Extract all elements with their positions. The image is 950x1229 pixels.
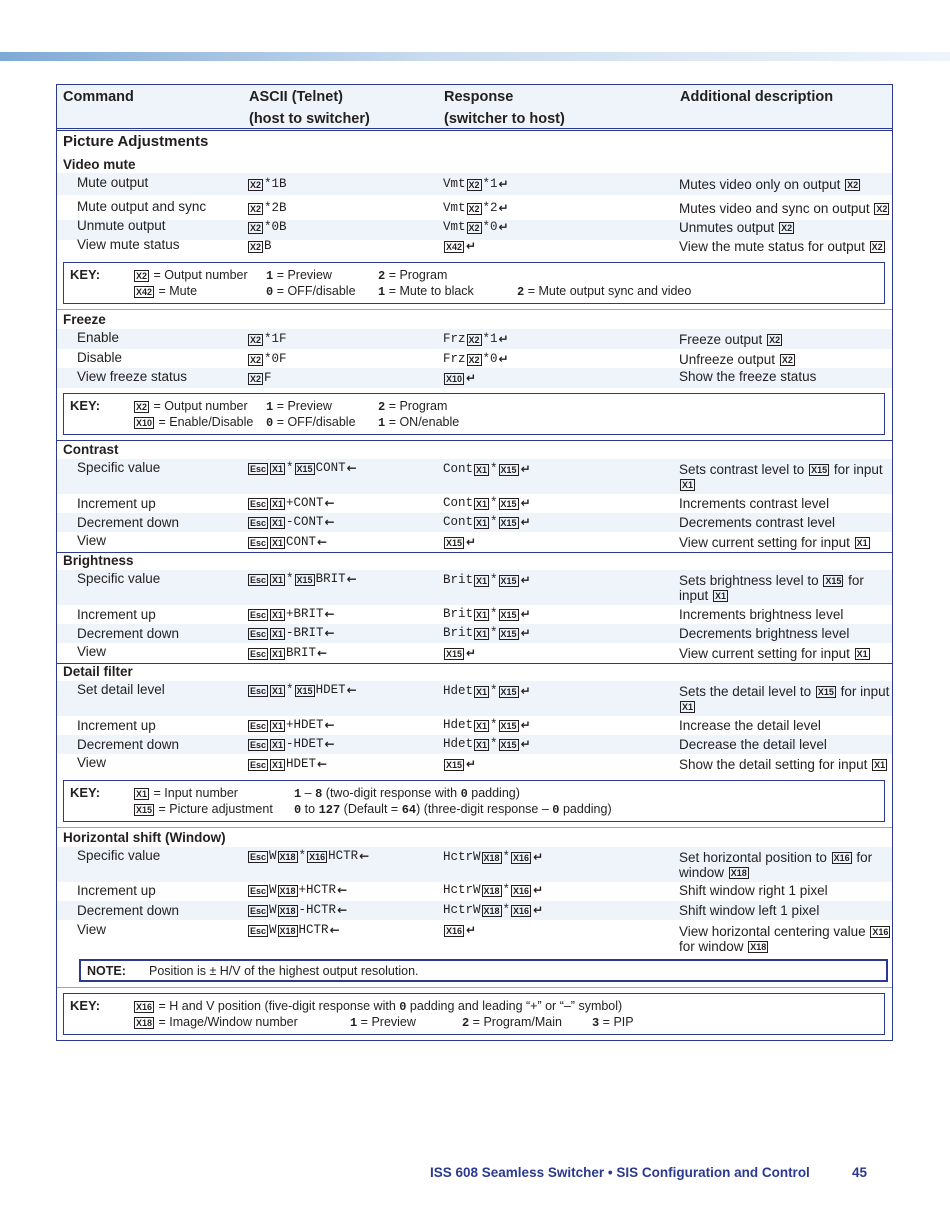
return-icon: ← xyxy=(346,461,357,475)
cmd-detail-set: Set detail level xyxy=(77,682,165,697)
return-icon: ↵ xyxy=(520,718,531,732)
resp-contrast-specific: Cont X1 * X15 ↵ xyxy=(443,462,531,476)
return-icon: ← xyxy=(324,515,335,529)
section-video-mute: Video mute xyxy=(63,157,136,172)
return-icon: ↵ xyxy=(498,177,509,191)
ascii-contrast-increment: Esc X1 +CONT ← xyxy=(250,496,335,510)
resp-hshift-specific: HctrW X18 * X16 ↵ xyxy=(443,850,544,864)
return-icon: ← xyxy=(317,646,328,660)
resp-unmute-output: Vmt X2 *0 ↵ xyxy=(443,220,509,234)
resp-brightness-decrement: Brit X1 * X15 ↵ xyxy=(443,626,531,640)
resp-view-mute: X42 ↵ xyxy=(446,239,477,253)
return-icon: ← xyxy=(337,883,348,897)
ascii-detail-set: Esc X1 * X15 HDET ← xyxy=(250,683,357,697)
divider xyxy=(57,663,892,664)
desc-contrast-view: View current setting for input X1 xyxy=(679,535,868,550)
note-box xyxy=(79,959,888,982)
section-horizontal-shift: Horizontal shift (Window) xyxy=(63,830,226,845)
return-icon: ↵ xyxy=(520,573,531,587)
desc-detail-decrement: Decrease the detail level xyxy=(679,737,827,752)
desc-detail-view: Show the detail setting for input X1 xyxy=(679,757,886,772)
return-icon: ↵ xyxy=(520,462,531,476)
desc-brightness-specific: Sets brightness level to X15 for input X1 xyxy=(679,573,864,603)
desc-detail-set: Sets the detail level to X15 for input X1 xyxy=(679,684,890,713)
cmd-contrast-specific: Specific value xyxy=(77,460,161,475)
ascii-view-mute: X2 B xyxy=(250,239,272,253)
desc-brightness-increment: Increments brightness level xyxy=(679,607,844,622)
desc-mute-output-sync: Mutes video and sync on output X2 xyxy=(679,201,888,216)
resp-contrast-increment: Cont X1 * X15 ↵ xyxy=(443,496,531,510)
resp-freeze-disable: Frz X2 *0 ↵ xyxy=(443,352,509,366)
cmd-hshift-increment: Increment up xyxy=(77,883,156,898)
resp-contrast-view: X15 ↵ xyxy=(446,535,477,549)
cmd-freeze-enable: Enable xyxy=(77,330,120,345)
return-icon: ↵ xyxy=(498,352,509,366)
key-freeze: KEY: X2 = Output number 1 = Preview 2 = Program X10 = Enable/Disable 0 = OFF/disable 1 = ON/enable xyxy=(63,393,885,435)
desc-contrast-increment: Increments contrast level xyxy=(679,496,830,511)
resp-hshift-view: X16 ↵ xyxy=(446,923,477,937)
section-brightness: Brightness xyxy=(63,553,134,568)
page-number: 45 xyxy=(852,1165,868,1180)
return-icon: ← xyxy=(324,626,335,640)
return-icon: ← xyxy=(317,535,328,549)
return-icon: ↵ xyxy=(498,220,509,234)
return-icon: ← xyxy=(324,496,335,510)
resp-mute-output: Vmt X2 *1 ↵ xyxy=(443,177,509,191)
return-icon: ← xyxy=(329,923,340,937)
resp-mute-output-sync: Vmt X2 *2 ↵ xyxy=(443,201,509,215)
return-icon: ← xyxy=(346,572,357,586)
cmd-hshift-view: View xyxy=(77,922,107,937)
ascii-contrast-view: Esc X1 CONT ← xyxy=(250,535,328,549)
return-icon: ↵ xyxy=(466,239,477,253)
divider xyxy=(57,552,892,553)
key-horizontal-shift: KEY: X16 = H and V position (five-digit response with 0 padding and leading “+” or “–” symbol) X18 = Image/Window number 1 = Preview 2 = Program/Main 3 = PIP xyxy=(63,993,885,1035)
resp-brightness-view: X15 ↵ xyxy=(446,646,477,660)
header-description: Additional description xyxy=(680,89,834,105)
return-icon: ↵ xyxy=(533,903,544,917)
desc-brightness-decrement: Decrements brightness level xyxy=(679,626,850,641)
ascii-brightness-increment: Esc X1 +BRIT ← xyxy=(250,607,335,621)
ascii-contrast-decrement: Esc X1 -CONT ← xyxy=(250,515,335,529)
resp-freeze-view: X10 ↵ xyxy=(446,371,477,385)
cmd-contrast-view: View xyxy=(77,533,107,548)
return-icon: ↵ xyxy=(520,607,531,621)
desc-contrast-specific: Sets contrast level to X15 for input X1 xyxy=(679,462,883,491)
return-icon: ← xyxy=(324,607,335,621)
return-icon: ↵ xyxy=(520,684,531,698)
divider xyxy=(57,987,892,988)
ascii-freeze-view: X2 F xyxy=(250,371,272,385)
desc-view-mute: View the mute status for output X2 xyxy=(679,239,883,254)
section-detail-filter: Detail filter xyxy=(63,664,133,679)
divider xyxy=(57,309,892,310)
return-icon: ↵ xyxy=(466,535,477,549)
header-ascii: ASCII (Telnet) xyxy=(249,89,343,105)
cmd-detail-view: View xyxy=(77,755,107,770)
ascii-detail-view: Esc X1 HDET ← xyxy=(250,757,328,771)
cmd-detail-decrement: Decrement down xyxy=(77,737,180,752)
return-icon: ↵ xyxy=(533,883,544,897)
return-icon: ↵ xyxy=(498,332,509,346)
header-ascii-sub: (host to switcher) xyxy=(249,111,370,127)
return-icon: ↵ xyxy=(520,737,531,751)
resp-detail-view: X15 ↵ xyxy=(446,757,477,771)
ascii-brightness-specific: Esc X1 * X15 BRIT ← xyxy=(250,572,357,586)
divider xyxy=(57,827,892,828)
section-picture-adjustments: Picture Adjustments xyxy=(63,133,209,150)
desc-brightness-view: View current setting for input X1 xyxy=(679,646,868,661)
resp-hshift-decrement: HctrW X18 * X16 ↵ xyxy=(443,903,544,917)
key-detail-filter: KEY: X1 = Input number 1 – 8 (two-digit response with 0 padding) X15 = Picture adjustment 0 to 127 (Default = 64) (three-digit response – 0 padding) xyxy=(63,780,885,822)
return-icon: ← xyxy=(317,757,328,771)
return-icon: ↵ xyxy=(533,850,544,864)
ascii-brightness-view: Esc X1 BRIT ← xyxy=(250,646,328,660)
return-icon: ↵ xyxy=(466,923,477,937)
resp-freeze-enable: Frz X2 *1 ↵ xyxy=(443,332,509,346)
resp-detail-set: Hdet X1 * X15 ↵ xyxy=(443,684,531,698)
return-icon: ↵ xyxy=(520,515,531,529)
cmd-freeze-view: View freeze status xyxy=(77,369,188,384)
return-icon: ← xyxy=(337,903,348,917)
divider xyxy=(57,440,892,441)
cmd-freeze-disable: Disable xyxy=(77,350,123,365)
cmd-brightness-decrement: Decrement down xyxy=(77,626,180,641)
return-icon: ↵ xyxy=(466,371,477,385)
resp-detail-increment: Hdet X1 * X15 ↵ xyxy=(443,718,531,732)
note-label: NOTE: xyxy=(87,964,126,978)
return-icon: ← xyxy=(324,718,335,732)
return-icon: ↵ xyxy=(498,201,509,215)
cmd-brightness-increment: Increment up xyxy=(77,607,156,622)
header-command: Command xyxy=(63,89,134,105)
return-icon: ← xyxy=(359,849,370,863)
desc-contrast-decrement: Decrements contrast level xyxy=(679,515,836,530)
desc-detail-increment: Increase the detail level xyxy=(679,718,821,733)
ascii-hshift-view: Esc W X18 HCTR ← xyxy=(250,923,340,937)
ascii-detail-decrement: Esc X1 -HDET ← xyxy=(250,737,335,751)
cmd-view-mute: View mute status xyxy=(77,237,180,252)
cmd-hshift-specific: Specific value xyxy=(77,848,161,863)
desc-hshift-decrement: Shift window left 1 pixel xyxy=(679,903,820,918)
cmd-brightness-view: View xyxy=(77,644,107,659)
var-box: X2 xyxy=(250,179,262,190)
desc-hshift-specific: Set horizontal position to X16 for window X18 xyxy=(679,850,873,880)
desc-freeze-disable: Unfreeze output X2 xyxy=(679,352,793,367)
footer-title: ISS 608 Seamless Switcher • SIS Configuration and Control xyxy=(430,1165,810,1180)
table-header xyxy=(57,85,892,131)
section-contrast: Contrast xyxy=(63,442,119,457)
resp-detail-decrement: Hdet X1 * X15 ↵ xyxy=(443,737,531,751)
return-icon: ↵ xyxy=(466,646,477,660)
return-icon: ← xyxy=(346,683,357,697)
ascii-contrast-specific: Esc X1 * X15 CONT ← xyxy=(250,461,357,475)
ascii-hshift-increment: Esc W X18 +HCTR ← xyxy=(250,883,348,897)
ascii-mute-output: X2 *1B xyxy=(250,177,287,191)
header-response: Response xyxy=(444,89,514,105)
desc-freeze-enable: Freeze output X2 xyxy=(679,332,781,347)
cmd-detail-increment: Increment up xyxy=(77,718,156,733)
desc-hshift-increment: Shift window right 1 pixel xyxy=(679,883,828,898)
ascii-mute-output-sync: X2 *2B xyxy=(250,201,287,215)
cmd-mute-output: Mute output xyxy=(77,175,149,190)
command-table xyxy=(56,84,893,1041)
ascii-detail-increment: Esc X1 +HDET ← xyxy=(250,718,335,732)
header-response-sub: (switcher to host) xyxy=(444,111,565,127)
section-freeze: Freeze xyxy=(63,312,106,327)
desc-mute-output: Mutes video only on output X2 xyxy=(679,177,859,192)
cmd-hshift-decrement: Decrement down xyxy=(77,903,180,918)
return-icon: ↵ xyxy=(520,496,531,510)
return-icon: ← xyxy=(324,737,335,751)
return-icon: ↵ xyxy=(466,757,477,771)
desc-freeze-view: Show the freeze status xyxy=(679,369,817,384)
desc-hshift-view: View horizontal centering value X16 for window X18 xyxy=(679,924,889,954)
note-text: Position is ± H/V of the highest output resolution. xyxy=(149,964,419,978)
return-icon: ↵ xyxy=(520,626,531,640)
ascii-freeze-enable: X2 *1F xyxy=(250,332,287,346)
top-decorative-bar xyxy=(0,52,950,61)
key-video-mute: KEY: X2 = Output number 1 = Preview 2 = Program X42 = Mute 0 = OFF/disable 1 = Mute to black 2 = Mute output sync and video xyxy=(63,262,885,304)
desc-unmute-output: Unmutes output X2 xyxy=(679,220,793,235)
ascii-hshift-decrement: Esc W X18 -HCTR ← xyxy=(250,903,348,917)
resp-brightness-specific: Brit X1 * X15 ↵ xyxy=(443,573,531,587)
ascii-hshift-specific: Esc W X18 * X16 HCTR ← xyxy=(250,849,370,863)
cmd-mute-output-sync: Mute output and sync xyxy=(77,199,207,214)
ascii-brightness-decrement: Esc X1 -BRIT ← xyxy=(250,626,335,640)
cmd-contrast-increment: Increment up xyxy=(77,496,156,511)
cmd-brightness-specific: Specific value xyxy=(77,571,161,586)
resp-hshift-increment: HctrW X18 * X16 ↵ xyxy=(443,883,544,897)
resp-brightness-increment: Brit X1 * X15 ↵ xyxy=(443,607,531,621)
cmd-contrast-decrement: Decrement down xyxy=(77,515,180,530)
ascii-freeze-disable: X2 *0F xyxy=(250,352,287,366)
cmd-unmute-output: Unmute output xyxy=(77,218,166,233)
resp-contrast-decrement: Cont X1 * X15 ↵ xyxy=(443,515,531,529)
ascii-unmute-output: X2 *0B xyxy=(250,220,287,234)
